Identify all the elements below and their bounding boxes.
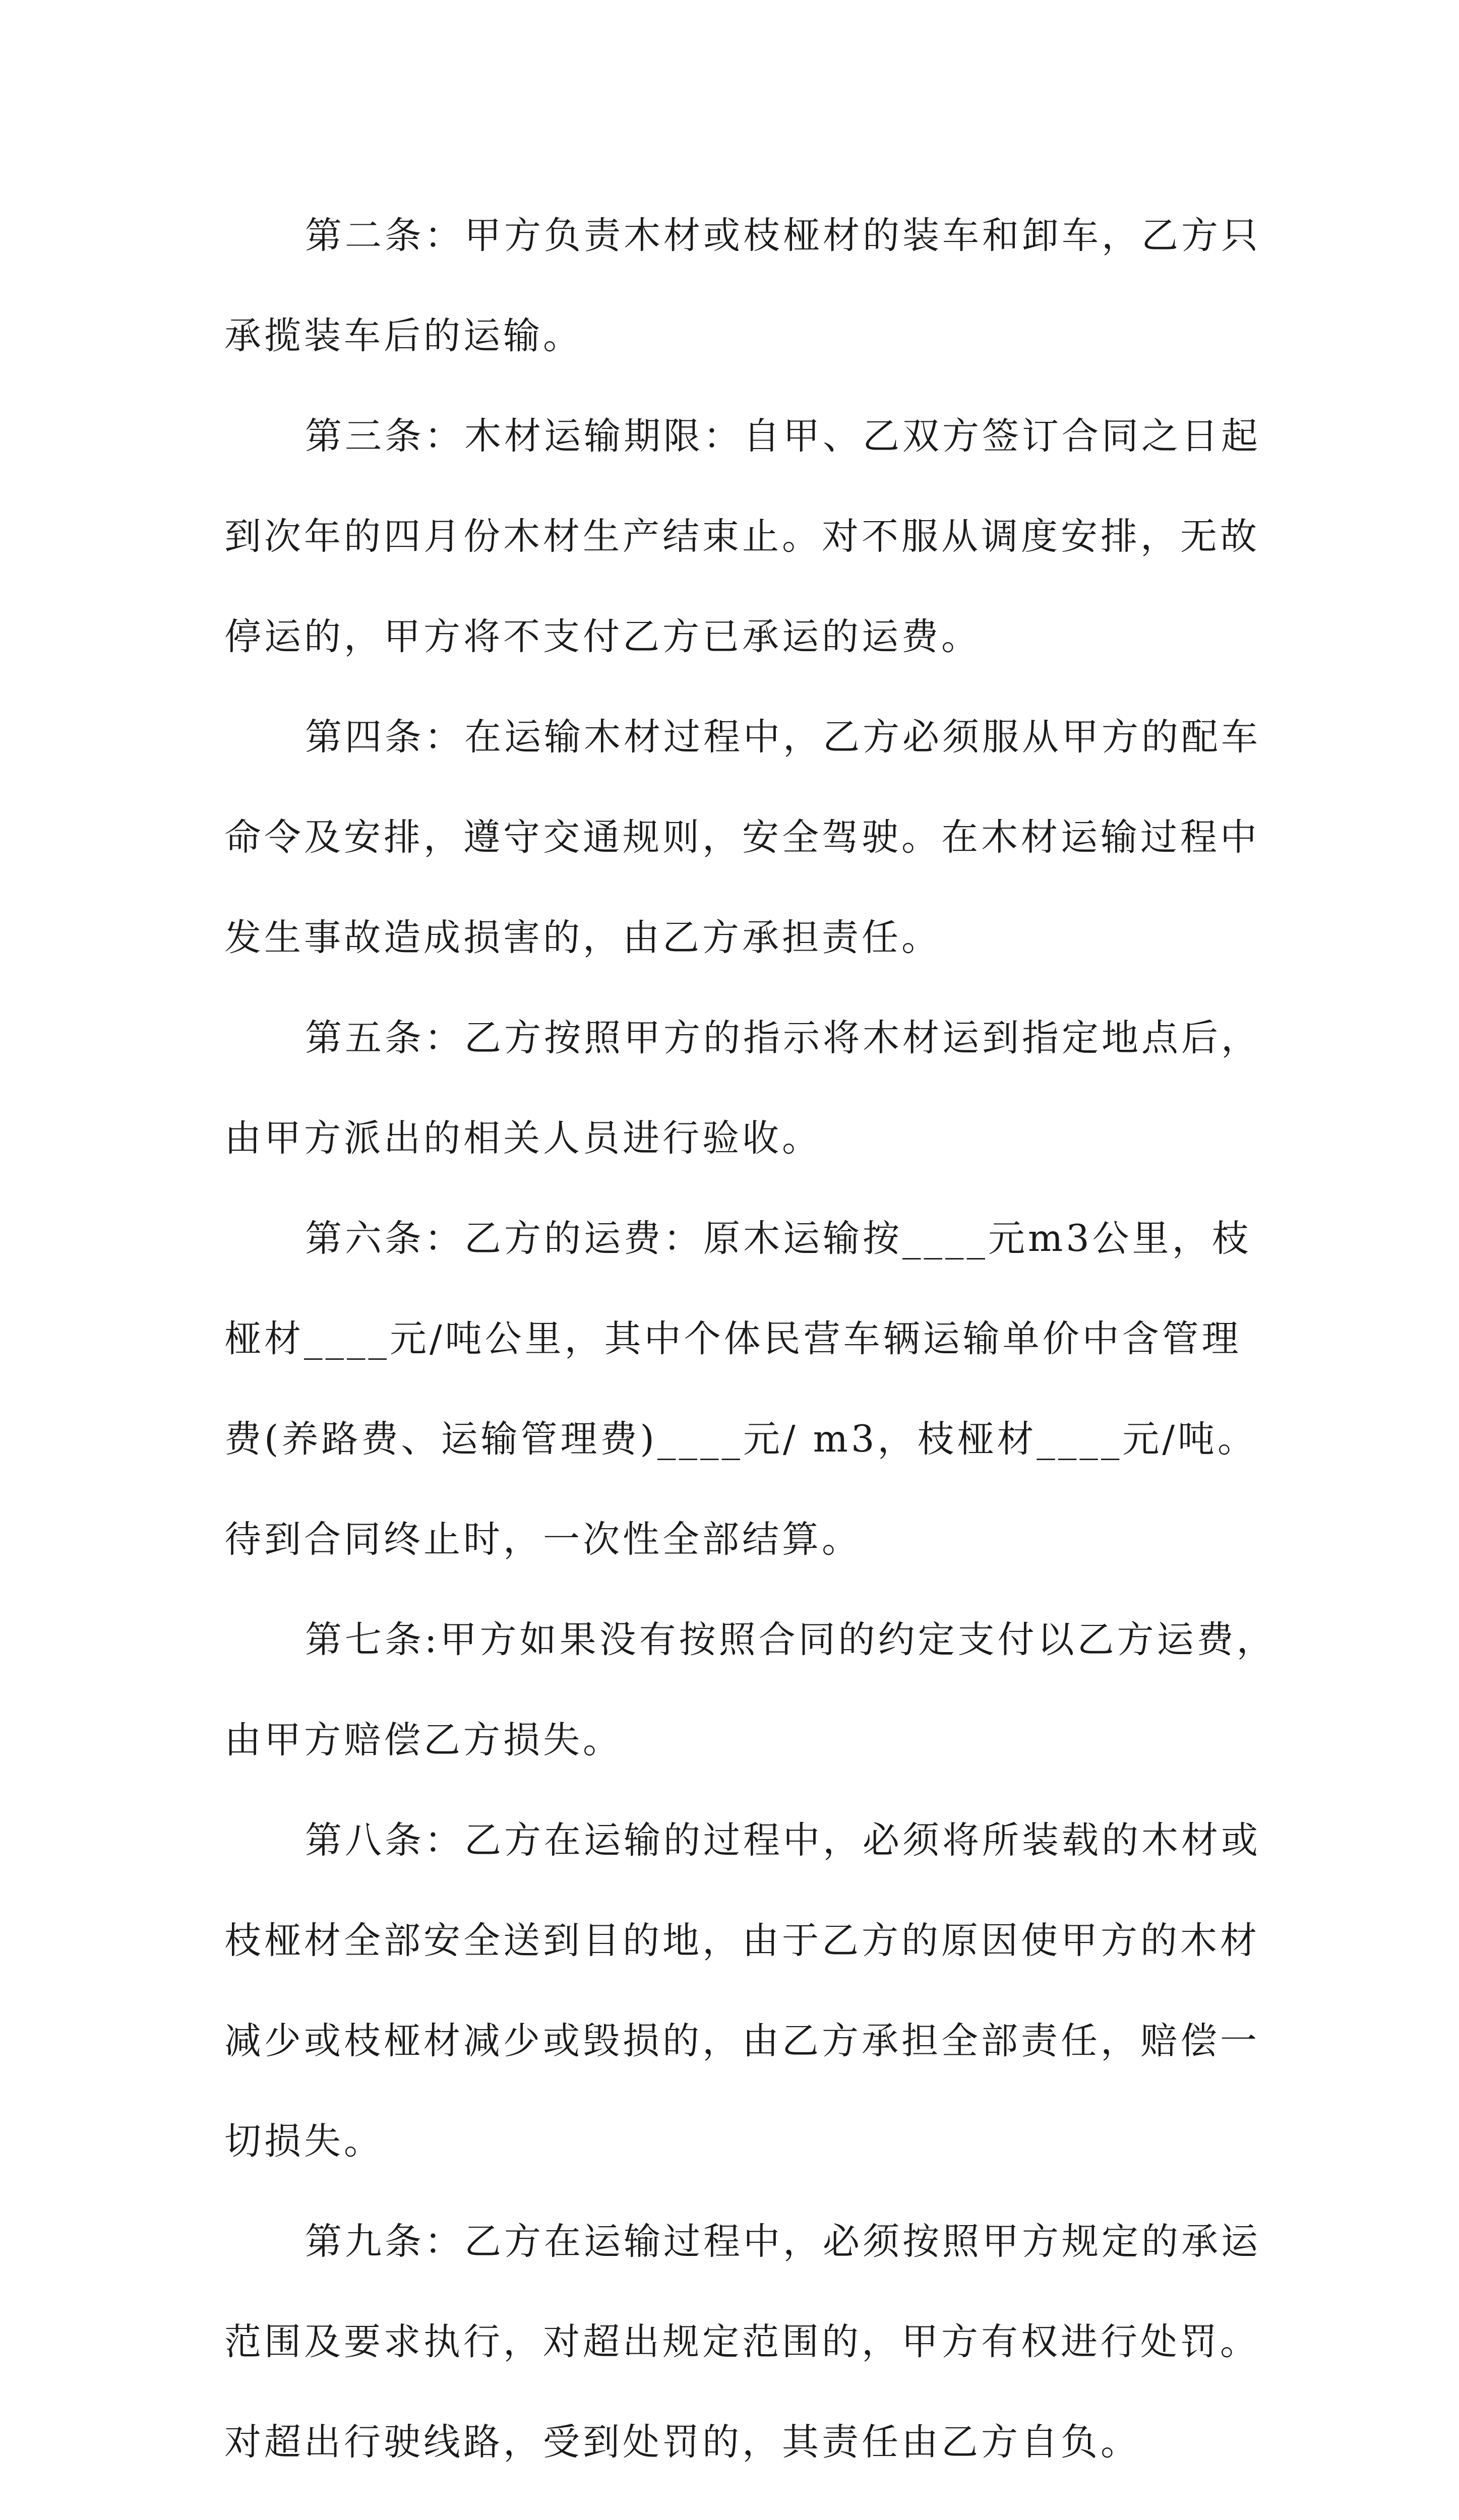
article-6-line-3: 费(养路费、运输管理费)____元/ m3，枝桠材____元/吨。 (224, 1418, 1258, 1461)
article-8-line-4: 切损失。 (224, 2120, 384, 2163)
article-3-line-3: 停运的，甲方将不支付乙方已承运的运费。 (224, 615, 981, 658)
article-4-line-3: 发生事故造成损害的，由乙方承担责任。 (224, 916, 941, 959)
article-8-line-3: 减少或枝桠材减少或毁损的，由乙方承担全部责任，赔偿一 (224, 2020, 1260, 2062)
article-8-line-1: 第八条：乙方在运输的过程中，必须将所装载的木材或 (305, 1819, 1261, 1862)
article-4-line-1: 第四条：在运输木材过程中，乙方必须服从甲方的配车 (305, 716, 1261, 759)
article-4-line-2: 命令及安排，遵守交通规则，安全驾驶。在木材运输过程中 (224, 816, 1260, 859)
article-6-line-4: 待到合同终止时，一次性全部结算。 (224, 1518, 862, 1561)
article-9-line-3: 对超出行驶线路，受到处罚的，其责任由乙方自负。 (224, 2421, 1140, 2464)
article-8-line-2: 枝桠材全部安全送到目的地，由于乙方的原因使甲方的木材 (224, 1919, 1260, 1962)
article-5-line-1: 第五条：乙方按照甲方的指示将木材运到指定地点后， (305, 1017, 1261, 1059)
article-9-line-1: 第九条：乙方在运输过程中，必须按照甲方规定的承运 (305, 2220, 1261, 2263)
article-6-line-2: 桠材____元/吨公里，其中个体民营车辆运输单价中含管理 (224, 1317, 1242, 1360)
article-5-line-2: 由甲方派出的相关人员进行验收。 (224, 1117, 822, 1160)
article-10-line-1 (224, 2492, 1253, 2520)
article-2-line-1: 第二条：甲方负责木材或枝桠材的装车和卸车，乙方只 (305, 214, 1261, 257)
article-6-line-1: 第六条：乙方的运费：原木运输按____元m3公里，枝 (305, 1217, 1252, 1260)
article-7-line-2: 由甲方赔偿乙方损失。 (224, 1719, 623, 1761)
article-7-line-1: 第七条:甲方如果没有按照合同的约定支付以乙方运费， (305, 1618, 1276, 1661)
article-3-line-2: 到次年的四月份木材生产结束止。对不服从调度安排，无故 (224, 515, 1260, 558)
article-3-line-1: 第三条：木材运输期限：自甲、乙双方签订合同之日起 (305, 415, 1261, 458)
article-9-line-2: 范围及要求执行，对超出规定范围的，甲方有权进行处罚。 (224, 2320, 1260, 2363)
contract-body (224, 185, 1276, 2520)
article-2-line-2: 承揽装车后的运输。 (224, 314, 583, 357)
